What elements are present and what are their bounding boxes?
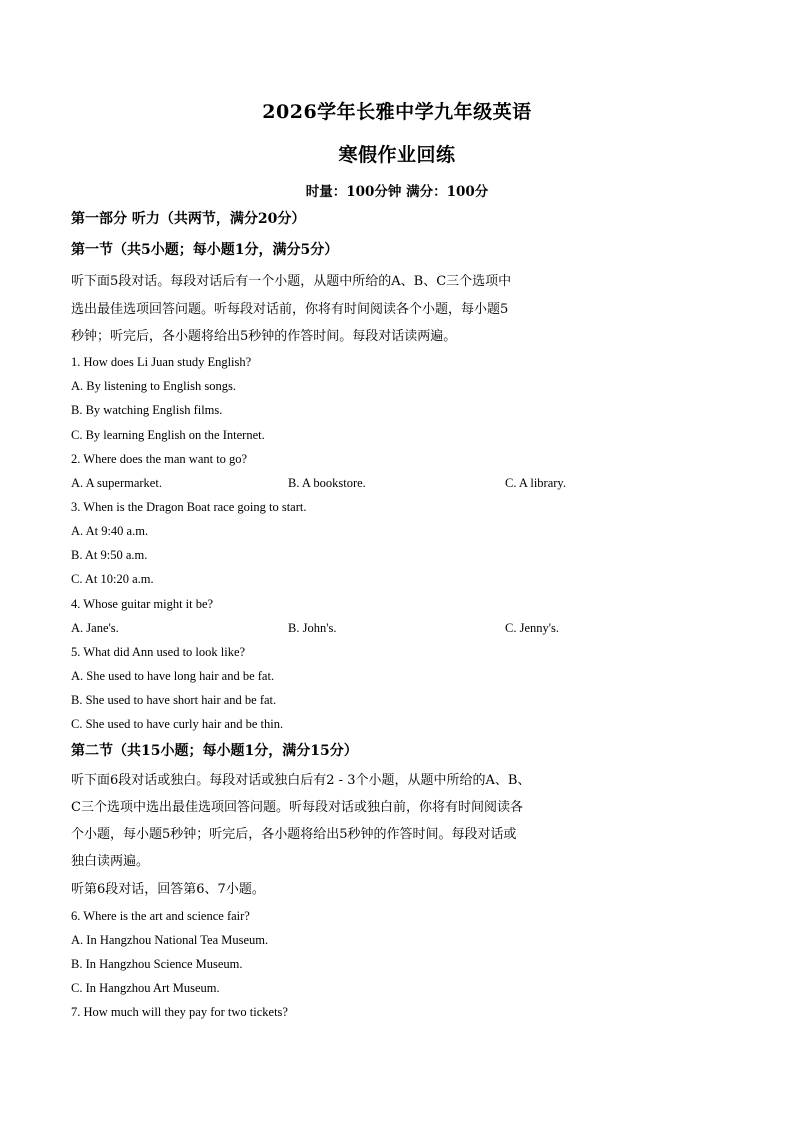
document-subtitle: 寒假作业回练	[338, 144, 456, 166]
document-title: 2026学年长雅中学九年级英语	[262, 101, 532, 123]
answer-option: C. She used to have curly hair and be thin.	[71, 717, 284, 731]
answer-option: C. By learning English on the Internet.	[71, 428, 265, 442]
question-stem: 5. What did Ann used to look like?	[71, 645, 246, 659]
section2-instruction-line: 独白读两遍。	[71, 854, 150, 869]
section2-instruction-line: 个小题，每小题5秒钟；听完后，各小题将给出5秒钟的作答时间。每段对话或	[71, 827, 517, 842]
section1-heading: 第一节（共5小题；每小题1分，满分5分）	[71, 242, 339, 258]
answer-option: C. A library.	[505, 476, 566, 490]
section1-instruction-line: 听下面5段对话。每段对话后有一个小题，从题中所给的A、B、C三个选项中	[71, 274, 512, 289]
part1-heading: 第一部分 听力（共两节，满分20分）	[71, 211, 306, 227]
answer-option: B. John's.	[288, 621, 337, 635]
answer-option: B. In Hangzhou Science Museum.	[71, 957, 243, 971]
answer-option: C. Jenny's.	[505, 621, 559, 635]
answer-option: A. She used to have long hair and be fat.	[71, 669, 275, 683]
answer-option: A. At 9:40 a.m.	[71, 524, 149, 538]
answer-option: B. She used to have short hair and be fat.	[71, 693, 277, 707]
answer-option: A. In Hangzhou National Tea Museum.	[71, 933, 269, 947]
answer-option: C. In Hangzhou Art Museum.	[71, 981, 220, 995]
question-stem: 7. How much will they pay for two tickets?	[71, 1005, 288, 1019]
section2-instruction-line: 听下面6段对话或独白。每段对话或独白后有2 - 3个小题，从题中所给的A、B、	[71, 773, 531, 788]
section1-instruction-line: 秒钟；听完后，各小题将给出5秒钟的作答时间。每段对话读两遍。	[71, 329, 457, 344]
question-stem: 3. When is the Dragon Boat race going to start.	[71, 500, 307, 514]
answer-option: B. A bookstore.	[288, 476, 366, 490]
section2-instruction-line: C三个选项中选出最佳选项回答问题。听每段对话或独白前，你将有时间阅读各	[71, 800, 523, 815]
question-stem: 2. Where does the man want to go?	[71, 452, 248, 466]
exam-meta: 时量：100分钟 满分：100分	[305, 184, 489, 200]
section1-instruction-line: 选出最佳选项回答问题。听每段对话前，你将有时间阅读各个小题，每小题5	[71, 302, 509, 317]
section2-heading: 第二节（共15小题；每小题1分，满分15分）	[71, 743, 358, 759]
answer-option: B. By watching English films.	[71, 403, 223, 417]
answer-option: A. Jane's.	[71, 621, 119, 635]
question-stem: 1. How does Li Juan study English?	[71, 355, 252, 369]
question-stem: 4. Whose guitar might it be?	[71, 597, 214, 611]
answer-option: B. At 9:50 a.m.	[71, 548, 148, 562]
answer-option: A. By listening to English songs.	[71, 379, 236, 393]
answer-option: C. At 10:20 a.m.	[71, 572, 154, 586]
dialog-intro: 听第6段对话，回答第6、7小题。	[71, 882, 265, 897]
answer-option: A. A supermarket.	[71, 476, 162, 490]
question-stem: 6. Where is the art and science fair?	[71, 909, 250, 923]
